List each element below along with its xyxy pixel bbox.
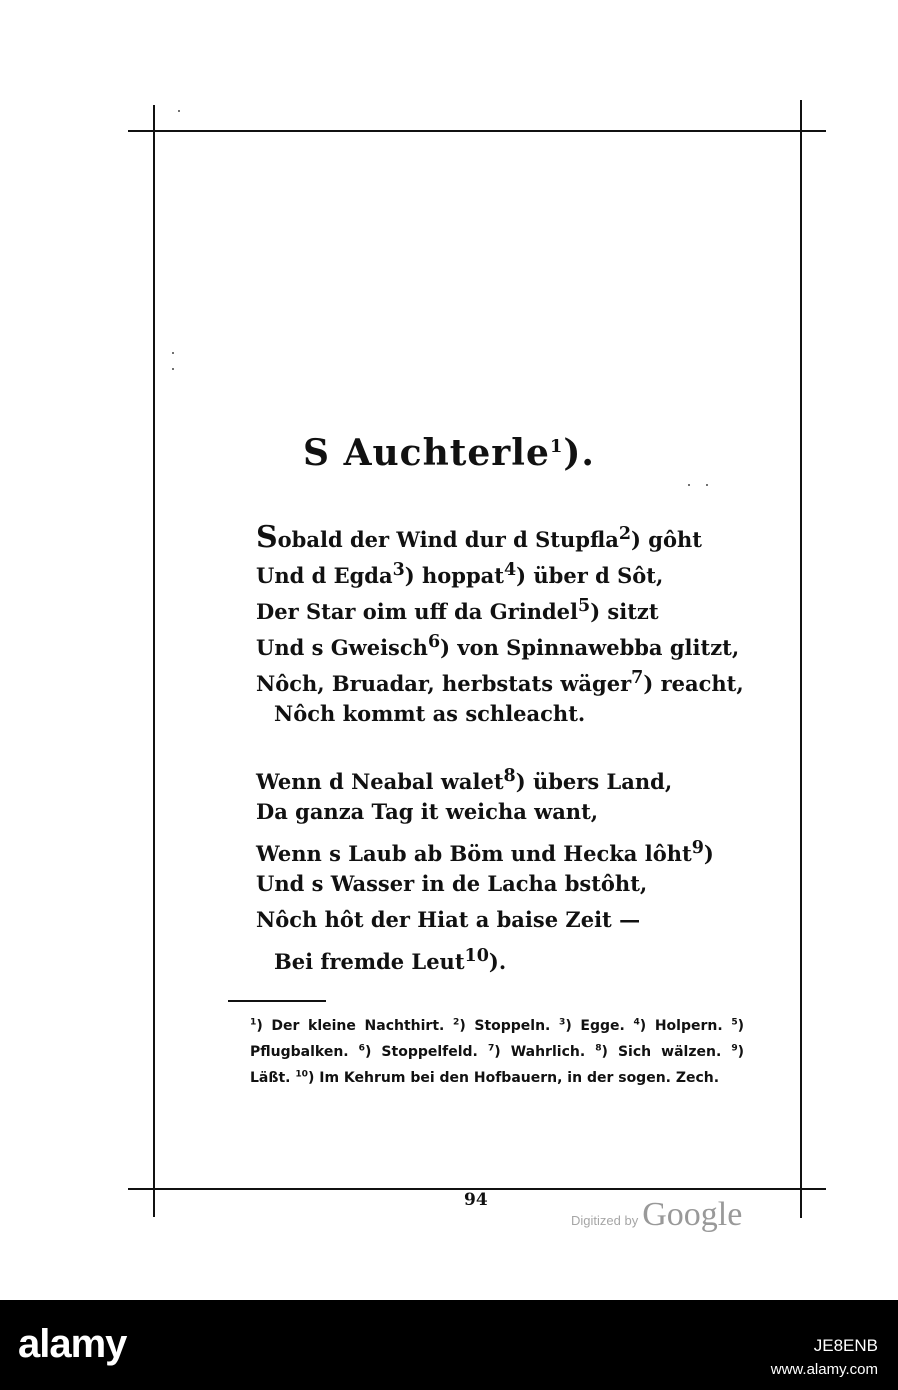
poem-line [256, 660, 744, 696]
poem-line-pre: Wenn d Neabal walet [256, 769, 504, 794]
poem-line-post: ) hoppat [404, 563, 504, 588]
poem-line [256, 516, 744, 555]
footnote-text: Stoppeln. [474, 1018, 551, 1034]
poem-line-note: 6 [427, 632, 441, 652]
stanza-1 [256, 516, 744, 732]
footnote-text: Holpern. [654, 1018, 723, 1034]
left-border-rule [153, 105, 155, 1217]
poem-line-pre: Wenn s Laub ab Böm und Hecka lôht [256, 841, 692, 866]
poem-line-post: ). [488, 949, 507, 974]
footnote-text: Läßt. [250, 1070, 291, 1086]
poem-line-pre: Der Star oim uff da Grindel [256, 599, 578, 624]
poem-line-pre: Nôch hôt der Hiat a baise Zeit — [256, 907, 641, 932]
footnote-number: 9 [731, 1043, 738, 1054]
poem-line-note: 3 [392, 560, 405, 580]
poem-line [256, 624, 744, 660]
footnote-text: Stoppelfeld. [381, 1044, 478, 1060]
poem-line-note: 8 [503, 766, 516, 786]
google-logo: Google [642, 1196, 743, 1233]
stanza-2 [256, 758, 714, 974]
poem-line-post: ) übers Land, [515, 769, 673, 794]
footnote-number: 8 [595, 1043, 602, 1054]
footnote-number: 2 [452, 1017, 460, 1028]
digitized-by-text: Digitized by [571, 1213, 639, 1228]
poem-title-close: ). [563, 432, 595, 474]
poem-line [256, 830, 714, 866]
poem-line-pre: Und s Wasser in de Lacha bstôht, [256, 871, 648, 896]
speck [688, 484, 690, 486]
poem-line [256, 696, 744, 732]
footnote-text: Im Kehrum bei den Hofbauern, in der sogen. Zech. [319, 1070, 720, 1086]
poem-line-post: ) gôht [631, 527, 702, 552]
stock-banner [0, 1300, 898, 1390]
poem-line [256, 588, 744, 624]
footnote-number: 6 [358, 1043, 365, 1054]
poem-line-pre: Und s Gweisch [256, 635, 428, 660]
poem-line-post: ) von Spinnawebba glitzt, [440, 635, 740, 660]
speck [178, 110, 180, 112]
poem-title-note: 1 [549, 436, 564, 457]
footnote-separator [228, 1000, 326, 1002]
poem-line [256, 902, 714, 938]
poem-line [256, 794, 714, 830]
poem-line [256, 866, 714, 902]
poem-line-post2: ) über d Sôt, [516, 563, 664, 588]
poem-line [256, 938, 714, 974]
footnote-number: 10 [295, 1069, 308, 1080]
poem-line-note: 5 [578, 596, 591, 616]
poem-line-pre: Bei fremde Leut [274, 949, 465, 974]
footnote-number: 7 [487, 1043, 495, 1054]
poem-line-note: 10 [464, 946, 489, 966]
footnote-text: Pflugbalken. [250, 1044, 349, 1060]
banner-url: www.alamy.com [770, 1361, 878, 1378]
footnote-number: 5 [731, 1017, 738, 1028]
alamy-logo: alamy [18, 1322, 127, 1366]
right-border-rule [800, 100, 802, 1218]
poem-line [256, 758, 714, 794]
poem-line-pre: Nôch, Bruadar, herbstats wäger [256, 671, 632, 696]
footnotes: $^1$) Der kleine Nachthirt. $^2$) Stoppeln. $^3$) Egge. $^4$) Holpern. $^5$) Pflugbalken. $^6$) Stoppelfeld. $^7$) Wahrlich. $^8$) Sich wälzen. $^9$) Läßt. $^{10}$) Im Kehrum bei den Hofbauern, in der sogen. Zech. [250, 1017, 745, 1086]
footnote-number: 1 [250, 1017, 257, 1028]
footnote-text: Wahrlich. [510, 1044, 586, 1060]
footnote-number: 4 [633, 1017, 640, 1028]
speck [172, 352, 174, 354]
poem-line-cap: S [256, 520, 278, 555]
poem-title [0, 432, 898, 474]
poem-line-note: 7 [631, 668, 644, 688]
footnote-text: Egge. [580, 1018, 625, 1034]
digitized-by-watermark [571, 1196, 742, 1234]
page-number: 94 [464, 1190, 488, 1210]
poem-line-pre: Und d Egda [256, 563, 393, 588]
poem-line-pre: Nôch kommt as schleacht. [274, 701, 586, 726]
poem-line-post: ) reacht, [643, 671, 744, 696]
top-rule [128, 130, 826, 132]
poem-line-text: obald der Wind dur d Stupfla [277, 527, 619, 552]
poem-line [256, 552, 744, 588]
footnote-text: Der kleine Nachthirt. [271, 1018, 445, 1034]
speck [172, 368, 174, 370]
footnote-text: Sich wälzen. [617, 1044, 722, 1060]
footnote-number: 3 [559, 1017, 566, 1028]
poem-line-post: ) [703, 841, 714, 866]
poem-line-post: ) sitzt [590, 599, 659, 624]
poem-title-text: S Auchterle [303, 432, 550, 474]
poem-line-note: 9 [691, 838, 704, 858]
image-id: JE8ENB [813, 1336, 878, 1355]
speck [706, 484, 708, 486]
poem-line-note2: 4 [503, 560, 517, 580]
poem-line-note: 2 [618, 524, 632, 544]
poem-line-pre: Da ganza Tag it weicha want, [256, 799, 599, 824]
